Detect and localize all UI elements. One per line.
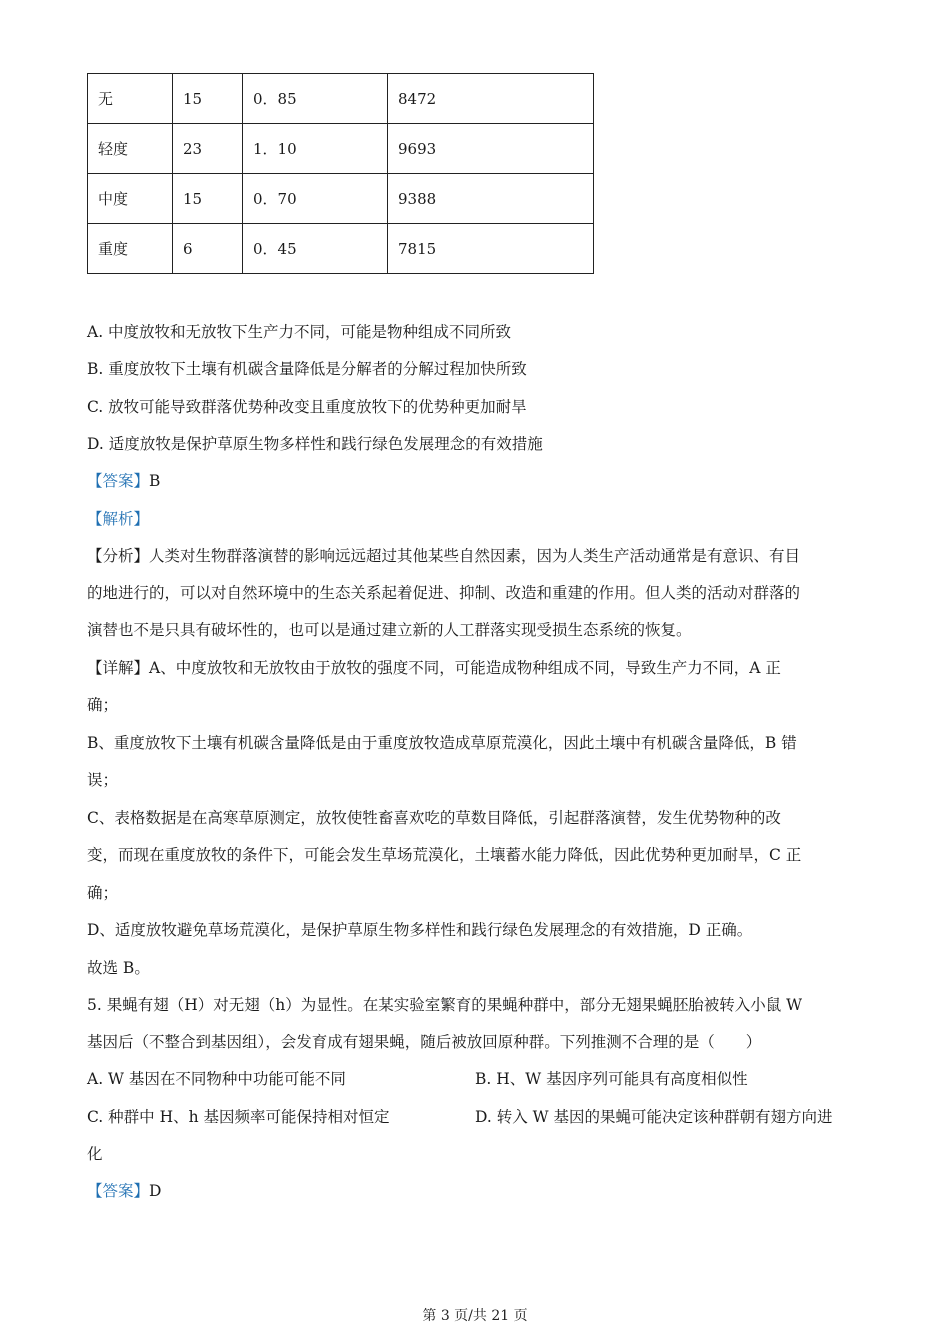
q5-option-c: C. 种群中 H、h 基因频率可能保持相对恒定 <box>87 1108 390 1126</box>
analysis-line-3: 演替也不是只具有破坏性的，也可以是通过建立新的人工群落实现受损生态系统的恢复。 <box>87 621 692 639</box>
answer-value: B <box>149 472 161 490</box>
table-cell: 9693 <box>388 124 594 174</box>
q4-option-c: C. 放牧可能导致群落优势种改变且重度放牧下的优势种更加耐旱 <box>87 398 527 416</box>
detail-line-5: C、表格数据是在高寒草原测定，放牧使牲畜喜欢吃的草数目降低，引起群落演替，发生优势物种的改 <box>87 809 781 827</box>
detail-line-8: D、适度放牧避免草场荒漠化，是保护草原生物多样性和践行绿色发展理念的有效措施，D 正确。 <box>87 921 753 939</box>
answer-value: D <box>149 1182 162 1200</box>
table-row <box>88 124 594 174</box>
table-row <box>88 74 594 124</box>
q5-answer <box>87 1181 161 1201</box>
q4-option-d: D. 适度放牧是保护草原生物多样性和践行绿色发展理念的有效措施 <box>87 435 543 453</box>
table-cell: 6 <box>173 224 243 274</box>
detail-line-2: 确； <box>87 696 119 714</box>
table-cell: 无 <box>88 74 173 124</box>
analysis-line-2: 的地进行的，可以对自然环境中的生态关系起着促进、抑制、改造和重建的作用。但人类的活动对群落的 <box>87 584 801 602</box>
detail-line-9: 故选 B。 <box>87 959 150 977</box>
q4-option-a: A. 中度放牧和无放牧下生产力不同，可能是物种组成不同所致 <box>87 323 512 341</box>
table-cell: 7815 <box>388 224 594 274</box>
table-cell: 9388 <box>388 174 594 224</box>
grazing-data-table <box>87 73 594 274</box>
table-row <box>88 174 594 224</box>
analysis-tag: 【解析】 <box>87 510 150 528</box>
detail-line-1 <box>87 658 781 678</box>
answer-tag: 【答案】 <box>87 472 150 490</box>
table-cell: 15 <box>173 174 243 224</box>
q5-option-d-continued: 化 <box>87 1145 103 1163</box>
table-cell: 23 <box>173 124 243 174</box>
q4-option-b: B. 重度放牧下土壤有机碳含量降低是分解者的分解过程加快所致 <box>87 360 527 378</box>
detail-line-6: 变，而现在重度放牧的条件下，可能会发生草场荒漠化，土壤蓄水能力降低，因此优势种更加耐旱，C 正 <box>87 846 802 864</box>
analysis-line-1 <box>87 546 800 566</box>
q5-option-b: B. H、W 基因序列可能具有高度相似性 <box>475 1070 748 1088</box>
table-row <box>88 224 594 274</box>
analysis-head: 【分析】 <box>87 547 150 565</box>
page-footer: 第 3 页/共 21 页 <box>422 1308 528 1324</box>
table-cell: 重度 <box>88 224 173 274</box>
table-cell: 8472 <box>388 74 594 124</box>
detail-text: A、中度放牧和无放牧由于放牧的强度不同，可能造成物种组成不同，导致生产力不同，A 正 <box>149 659 781 677</box>
table-cell: 轻度 <box>88 124 173 174</box>
table-cell: 15 <box>173 74 243 124</box>
detail-head: 【详解】 <box>87 659 150 677</box>
analysis-text: 人类对生物群落演替的影响远远超过其他某些自然因素，因为人类生产活动通常是有意识、有目 <box>149 547 801 565</box>
table-cell: 0．70 <box>243 174 388 224</box>
q5-stem-line-1: 5. 果蝇有翅（H）对无翅（h）为显性。在某实验室繁育的果蝇种群中，部分无翅果蝇胚胎被转入小鼠 W <box>87 996 803 1014</box>
q4-answer <box>87 471 160 491</box>
detail-line-7: 确； <box>87 884 119 902</box>
q5-option-a: A. W 基因在不同物种中功能可能不同 <box>87 1070 346 1088</box>
detail-line-3: B、重度放牧下土壤有机碳含量降低是由于重度放牧造成草原荒漠化，因此土壤中有机碳含量降低，B 错 <box>87 734 797 752</box>
detail-line-4: 误； <box>87 771 119 789</box>
table-cell: 0．85 <box>243 74 388 124</box>
answer-tag: 【答案】 <box>87 1182 150 1200</box>
q5-stem-line-2: 基因后（不整合到基因组），会发育成有翅果蝇，随后被放回原种群。下列推测不合理的是（ ） <box>87 1033 762 1051</box>
table-cell: 1．10 <box>243 124 388 174</box>
table-cell: 中度 <box>88 174 173 224</box>
table-cell: 0．45 <box>243 224 388 274</box>
q5-option-d: D. 转入 W 基因的果蝇可能决定该种群朝有翅方向进 <box>475 1108 833 1126</box>
